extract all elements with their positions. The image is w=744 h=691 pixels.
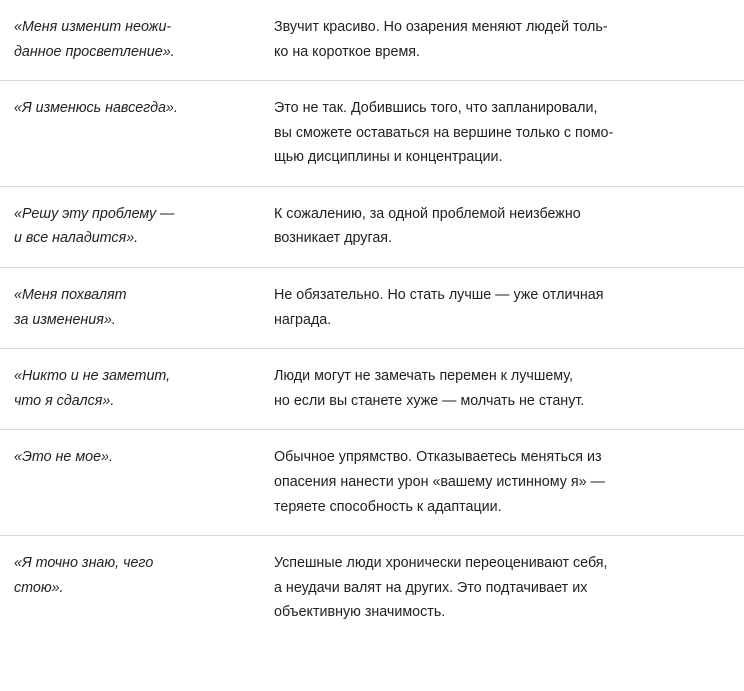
response-line: опасения нанести урон «вашему истинному я» — [274,473,605,490]
claim-line: и все наладится». [14,230,139,247]
claim-line: «Это не мое». [14,449,113,466]
response-line: ко на короткое время. [274,43,420,60]
response-line: К сожалению, за одной проблемой неизбежно [274,205,581,222]
response-cell [256,186,744,267]
claim-line: «Я изменюсь навсегда». [14,100,178,117]
table-row [0,349,744,430]
response-line: Не обязательно. Но стать лучше — уже отличная [274,287,604,304]
response-line: Обычное упрямство. Отказываетесь меняться из [274,449,602,466]
response-line: возникает другая. [274,230,393,247]
response-cell [256,536,744,641]
response-line: но если вы станете хуже — молчать не станут. [274,392,585,409]
claim-line: что я сдался». [14,392,115,409]
claim-line: «Меня похвалят [14,287,127,304]
table-row [0,536,744,641]
claim-line: «Меня изменит неожи- [14,19,172,35]
claim-cell [0,0,256,81]
claim-cell [0,81,256,187]
response-line: Успешные люди хронически переоценивают себя, [274,555,608,572]
table-row [0,0,744,81]
response-line: Звучит красиво. Но озарения меняют людей толь- [274,19,608,35]
response-cell [256,268,744,349]
claim-cell [0,430,256,536]
response-line: теряете способность к адаптации. [274,498,502,515]
table-row [0,268,744,349]
table-row [0,81,744,187]
claim-cell [0,349,256,430]
response-line: а неудачи валят на других. Это подтачивает их [274,579,588,596]
response-cell [256,349,744,430]
claim-line: за изменения». [14,311,116,328]
table-row [0,430,744,536]
claim-line: «Я точно знаю, чего [14,555,154,572]
claim-line: «Никто и не заметит, [14,368,171,385]
claim-line: данное просветление». [14,43,175,60]
table-row [0,186,744,267]
response-line: награда. [274,311,332,328]
response-line: Люди могут не замечать перемен к лучшему, [274,368,573,385]
claim-line: стою». [14,579,64,596]
response-line: щью дисциплины и концентрации. [274,149,503,166]
response-cell [256,81,744,187]
claim-cell [0,536,256,641]
response-cell [256,430,744,536]
claim-cell [0,186,256,267]
response-line: вы сможете оставаться на вершине только с помо- [274,124,614,141]
response-line: объективную значимость. [274,604,446,621]
response-line: Это не так. Добившись того, что запланировали, [274,100,598,117]
response-cell [256,0,744,81]
claim-line: «Решу эту проблему — [14,205,175,222]
claim-cell [0,268,256,349]
